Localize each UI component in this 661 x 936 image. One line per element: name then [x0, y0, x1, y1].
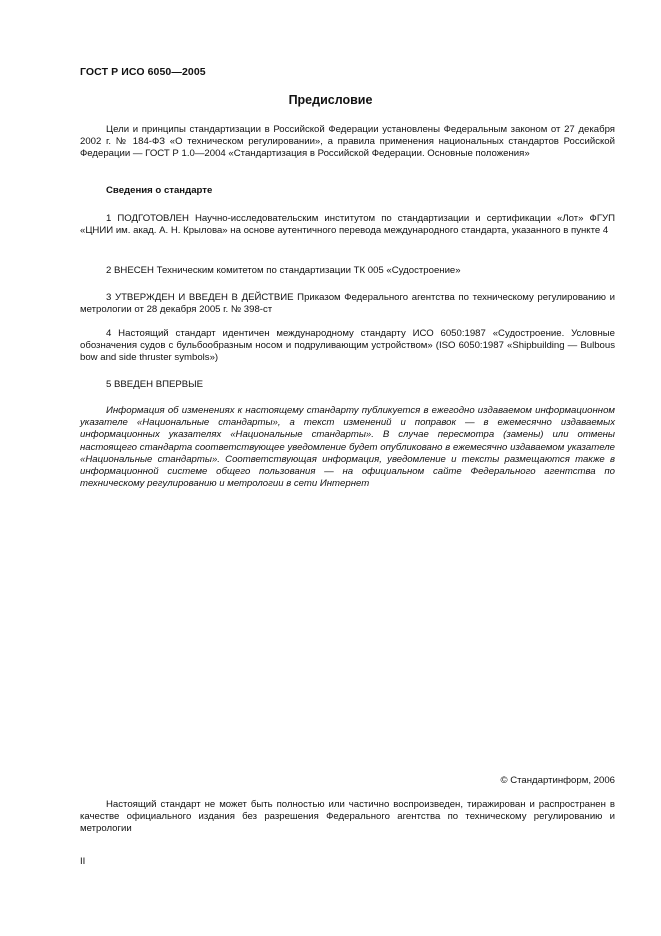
info-note-paragraph: Информация об изменениях к настоящему стандарту публикуется в ежегодно издаваемом информационном указателе «Национальные стандарты», а текст изменений и поправок — в ежемесячно издаваемых информационных указателях «Национальные стандарты». В случае пересмотра (замены) или отмены настоящего стандарта соответствующее уведомление будет опубликовано в ежемесячно издаваемом указателе «Национальные стандарты». Соответствующая информация, уведомление и тексты размещаются также в информационной системе общего пользования — на официальном сайте Федерального агентства по техническому регулированию и метрологии в сети Интернет — [80, 405, 615, 490]
item-1-paragraph: 1 ПОДГОТОВЛЕН Научно-исследовательским институтом по стандартизации и сертификации «Лот» ФГУП «ЦНИИ им. акад. А. Н. Крылова» на основе аутентичного перевода международного стандарта, указанного в пункте 4 — [80, 213, 615, 237]
copyright-line: © Стандартинформ, 2006 — [500, 775, 615, 786]
item-2-paragraph: 2 ВНЕСЕН Техническим комитетом по стандартизации ТК 005 «Судостроение» — [106, 265, 461, 276]
document-code-header: ГОСТ Р ИСО 6050—2005 — [80, 66, 206, 78]
page-number: II — [80, 856, 86, 867]
standard-info-subheading: Сведения о стандарте — [106, 185, 213, 196]
rights-notice-paragraph: Настоящий стандарт не может быть полностью или частично воспроизведен, тиражирован и распространен в качестве официального издания без разрешения Федерального агентства по техническому регулированию и метрологии — [80, 799, 615, 835]
item-4-paragraph: 4 Настоящий стандарт идентичен международному стандарту ИСО 6050:1987 «Судостроение. Условные обозначения судов с бульбообразным носом и подруливающим устройством» (ISO 6050:1987 «Shipbuilding — Bulbous bow and side thruster symbols») — [80, 328, 615, 364]
item-3-paragraph: 3 УТВЕРЖДЕН И ВВЕДЕН В ДЕЙСТВИЕ Приказом Федерального агентства по техническому регулированию и метрологии от 28 декабря 2005 г. № 398-ст — [80, 292, 615, 316]
intro-paragraph: Цели и принципы стандартизации в Российской Федерации установлены Федеральным законом от 27 декабря 2002 г. № 184-ФЗ «О техническом регулировании», а правила применения национальных стандартов Российской Федерации — ГОСТ Р 1.0—2004 «Стандартизация в Российской Федерации. Основные положения» — [80, 124, 615, 160]
page-title: Предисловие — [288, 93, 373, 107]
item-5-paragraph: 5 ВВЕДЕН ВПЕРВЫЕ — [106, 379, 204, 390]
